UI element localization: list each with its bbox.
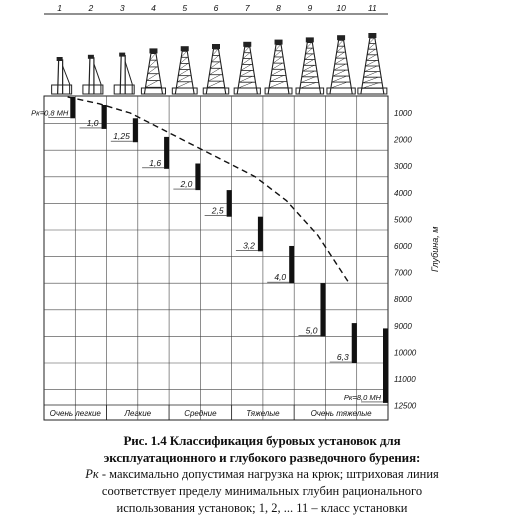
- class-number-2: 2: [88, 3, 94, 13]
- depth-range-bar: [133, 118, 138, 142]
- depth-tick-label: 2000: [394, 135, 412, 145]
- class-number-10: 10: [336, 3, 346, 13]
- group-label: Очень тяжелые: [310, 409, 372, 418]
- class-number-5: 5: [182, 3, 188, 13]
- depth-range-bar: [195, 164, 200, 191]
- group-label: Легкие: [124, 409, 152, 418]
- class-number-3: 3: [119, 3, 125, 13]
- grid-frame: [44, 96, 388, 420]
- caption-description-line-1: [0, 466, 524, 483]
- load-label: 2,0: [180, 179, 193, 190]
- class-number-4: 4: [151, 3, 156, 13]
- depth-range-bar: [164, 137, 169, 169]
- depth-range-bar: [320, 283, 325, 336]
- load-label: 4,0: [274, 272, 287, 283]
- load-label: Pк=0,8 МН: [31, 108, 69, 118]
- caption-title-line-1: Рис. 1.4 Классификация буровых установок для: [123, 433, 401, 448]
- drilling-rig-icon: [172, 46, 197, 94]
- minimum-depth-dashed-line: [68, 97, 350, 283]
- depth-range-bar: [289, 246, 294, 283]
- depth-tick-label: 7000: [394, 268, 412, 278]
- depth-range-bar: [383, 328, 388, 402]
- depth-range-bar: [258, 217, 263, 252]
- load-label: 2,5: [211, 205, 224, 216]
- caption-description-line-3: использования установок; 1, 2, ... 11 – класс установки: [116, 501, 408, 515]
- depth-tick-label: 12500: [394, 401, 417, 411]
- load-label: 5,0: [305, 325, 318, 336]
- drilling-rig-icon: [52, 57, 72, 94]
- depth-tick-label: 10000: [394, 348, 417, 358]
- drilling-rig-icon: [327, 35, 355, 94]
- caption-desc-rest: - максимально допустимая нагрузка на крюк; штриховая линия: [98, 467, 439, 481]
- depth-range-bar: [352, 323, 357, 363]
- load-label: Pк=8,0 МН: [343, 392, 381, 402]
- depth-tick-label: 5000: [394, 215, 412, 225]
- drilling-rig-icon: [358, 33, 387, 94]
- drilling-rig-icon: [114, 53, 134, 94]
- group-label: Тяжелые: [246, 409, 280, 418]
- depth-tick-label: 4000: [394, 188, 412, 198]
- drilling-rig-icon: [141, 48, 165, 94]
- drilling-rig-icon: [203, 44, 229, 94]
- group-label: Средние: [184, 409, 217, 418]
- class-number-11: 11: [367, 3, 377, 13]
- load-label: 1,25: [113, 131, 130, 142]
- class-number-8: 8: [276, 3, 281, 13]
- depth-axis-title: Глубина, м: [430, 226, 440, 272]
- depth-range-bar: [70, 97, 75, 118]
- class-number-6: 6: [213, 3, 219, 13]
- caption-pk-symbol: Pк: [85, 467, 99, 481]
- class-number-7: 7: [244, 3, 250, 13]
- depth-tick-label: 6000: [394, 242, 412, 251]
- depth-tick-label: 8000: [394, 295, 412, 305]
- class-number-1: 1: [57, 3, 63, 13]
- drilling-rig-icon: [234, 42, 260, 94]
- depth-tick-label: 1000: [394, 109, 412, 118]
- load-label: 3,2: [243, 240, 255, 251]
- depth-range-bar: [102, 105, 107, 129]
- figure-caption: [0, 432, 524, 517]
- caption-title-line-2: эксплуатационного и глубокого разведочного бурения:: [103, 450, 421, 465]
- drilling-rig-icon: [296, 37, 324, 94]
- depth-tick-label: 11000: [394, 375, 416, 384]
- depth-tick-label: 3000: [394, 162, 412, 172]
- drilling-rig-icon: [83, 55, 103, 94]
- caption-description-line-2: соответствует пределу минимальных глубин рационального: [101, 484, 423, 498]
- drilling-rig-icon: [265, 40, 292, 94]
- class-number-9: 9: [307, 3, 313, 13]
- depth-range-bar: [227, 190, 232, 217]
- load-label: 6,3: [336, 352, 349, 362]
- load-label: 1,0: [86, 117, 99, 128]
- depth-tick-label: 9000: [394, 321, 412, 331]
- load-label: 1,6: [149, 157, 162, 168]
- group-label: Очень легкие: [49, 409, 101, 418]
